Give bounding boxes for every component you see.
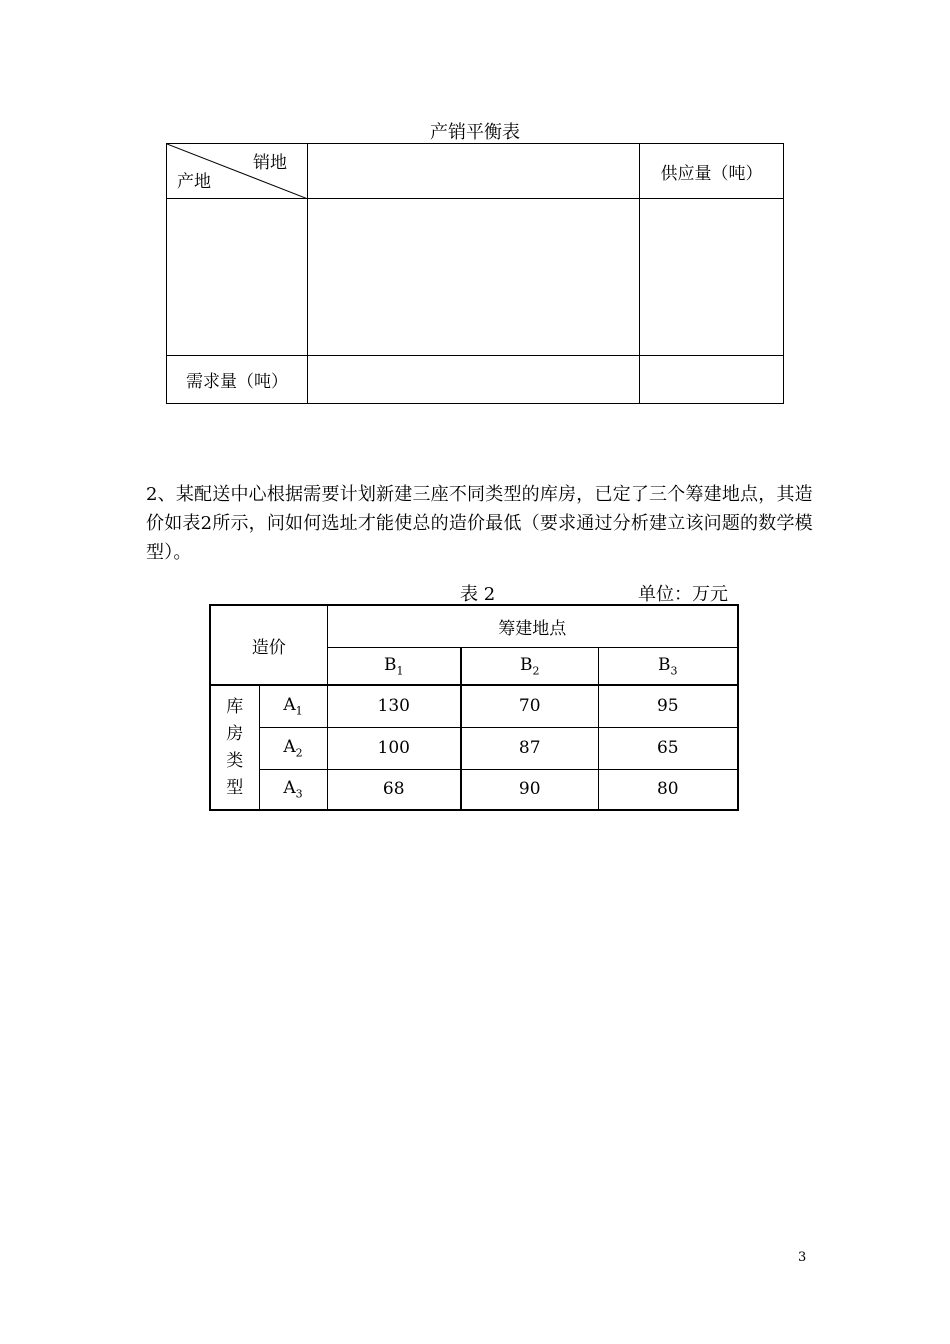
origins-cell (167, 199, 308, 356)
cost-corner: 造价 (210, 605, 327, 685)
problem-text: 2、某配送中心根据需要计划新建三座不同类型的库房，已定了三个筹建地点，其造价如表2所示，问如何选址才能使总的造价最低（要求通过分析建立该问题的数学模型）。 (146, 484, 813, 563)
site-b3: $B_3$ (598, 647, 738, 685)
row-a3-label: $A_3$ (259, 769, 327, 810)
corner-origin-label: 产地 (177, 172, 211, 192)
cost-table (209, 604, 739, 811)
demand-cell (308, 356, 640, 404)
corner-destination-label: 销地 (253, 153, 287, 173)
table2-unit: 单位：万元 (638, 584, 728, 605)
corner-cell (167, 144, 308, 199)
site-header: 筹建地点 (327, 605, 738, 647)
row-a1-label: $A_1$ (259, 685, 327, 727)
cost-cell: 68 (327, 769, 461, 810)
cost-cell: 87 (461, 727, 598, 769)
page-number: 3 (798, 1250, 807, 1265)
warehouse-type-label: 库 房 类 型 (210, 685, 259, 810)
demand-total-cell (640, 356, 784, 404)
cost-cell: 65 (598, 727, 738, 769)
site-b1: $B_1$ (327, 647, 461, 685)
cost-cell: 70 (461, 685, 598, 727)
supply-header: 供应量（吨） (640, 144, 784, 199)
cost-cell: 95 (598, 685, 738, 727)
balance-table (166, 143, 784, 404)
demand-label: 需求量（吨） (167, 356, 308, 404)
site-b2: $B_2$ (461, 647, 598, 685)
cost-cell: 100 (327, 727, 461, 769)
table2-caption: 表 2 (460, 584, 496, 605)
cost-cell: 90 (461, 769, 598, 810)
cost-cell: 130 (327, 685, 461, 727)
body-cell (308, 199, 640, 356)
supply-cell (640, 199, 784, 356)
destinations-header-cell (308, 144, 640, 199)
balance-table-title: 产销平衡表 (430, 122, 520, 143)
cost-cell: 80 (598, 769, 738, 810)
row-a2-label: $A_2$ (259, 727, 327, 769)
